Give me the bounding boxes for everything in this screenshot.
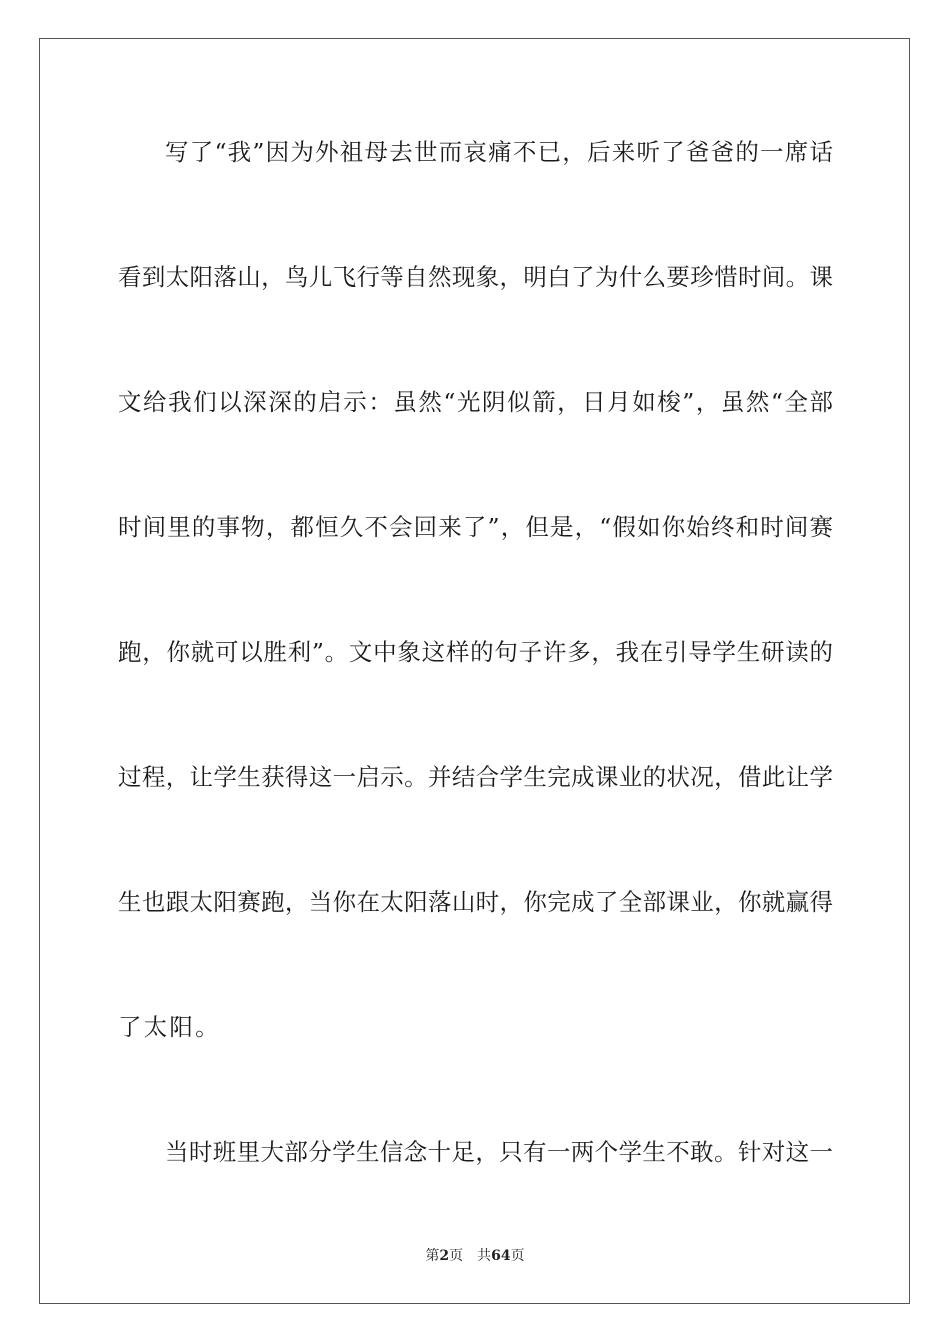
paragraph-line-3: 文给我们以深深的启示：虽然“光阴似箭，日月如梭”，虽然“全部 bbox=[118, 388, 833, 416]
page-suffix: 页 bbox=[449, 1248, 464, 1264]
page-number: 2 bbox=[439, 1248, 450, 1264]
paragraph-line-2: 看到太阳落山，鸟儿飞行等自然现象，明白了为什么要珍惜时间。课 bbox=[118, 263, 833, 291]
paragraph-line-5: 跑，你就可以胜利”。文中象这样的句子许多，我在引导学生研读的 bbox=[118, 638, 833, 666]
page-prefix: 第 bbox=[425, 1248, 440, 1264]
total-prefix: 共 bbox=[477, 1248, 492, 1264]
total-pages: 64 bbox=[491, 1248, 511, 1264]
paragraph-line-1: 写了“我”因为外祖母去世而哀痛不已，后来听了爸爸的一席话 bbox=[165, 138, 833, 166]
page-frame bbox=[39, 38, 910, 1304]
total-suffix: 页 bbox=[510, 1248, 525, 1264]
paragraph-line-6: 过程，让学生获得这一启示。并结合学生完成课业的状况，借此让学 bbox=[118, 763, 833, 791]
paragraph-line-4: 时间里的事物，都恒久不会回来了”，但是，“假如你始终和时间赛 bbox=[118, 513, 833, 541]
paragraph-line-9: 当时班里大部分学生信念十足，只有一两个学生不敢。针对这一 bbox=[165, 1138, 833, 1166]
paragraph-line-7: 生也跟太阳赛跑，当你在太阳落山时，你完成了全部课业，你就赢得 bbox=[118, 888, 833, 916]
paragraph-line-8: 了太阳。 bbox=[118, 1013, 221, 1041]
page-footer bbox=[0, 1246, 950, 1266]
